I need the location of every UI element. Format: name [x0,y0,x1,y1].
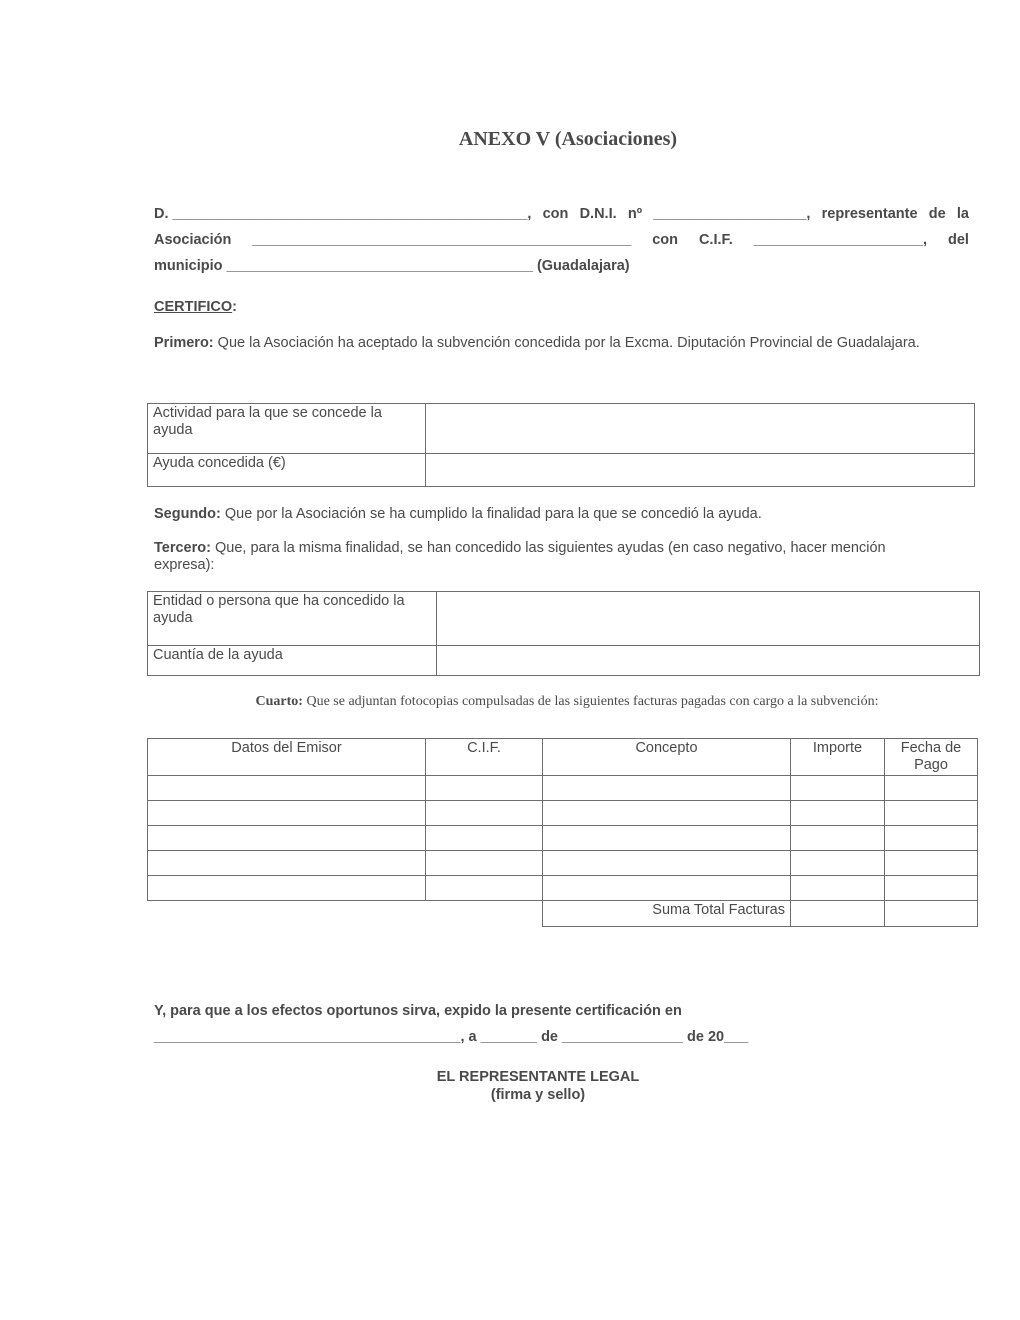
invoice-cell[interactable] [543,851,791,876]
intro-text: ______________________________________ [226,258,533,274]
tercero-paragraph [154,540,924,574]
cuarto-label: Cuarto: [255,694,303,709]
intro-text: C.I.F. [698,232,733,248]
total-extra-cell[interactable] [885,901,978,927]
intro-text: de [928,206,946,222]
invoice-cell[interactable] [148,876,426,901]
intro-text: _______________________________________________ [252,232,632,248]
invoice-cell[interactable] [791,776,885,801]
intro-text: del [948,232,969,248]
invoice-cell[interactable] [148,801,426,826]
certifico-heading [154,299,921,316]
invoice-cell[interactable] [791,851,885,876]
intro-text: con [542,206,569,222]
header-concept: Concepto [543,739,791,776]
signature-block [0,1068,1020,1104]
intro-line-1 [154,201,969,227]
intro-text: ___________________, [653,206,811,222]
cuarto-paragraph [0,694,1020,710]
granted-amount-label: Ayuda concedida (€) [148,454,426,487]
aid-amount-value-cell[interactable] [437,646,980,676]
table-row [148,776,978,801]
invoice-total-row [148,901,978,927]
intro-line-2 [154,227,969,253]
intro-paragraph [154,201,969,279]
document-title: ANEXO V (Asociaciones) [458,128,678,150]
grantor-value-cell[interactable] [437,592,980,646]
segundo-text: Que por la Asociación se ha cumplido la finalidad para la que se concedió la ayuda. [220,506,762,522]
intro-text: nº [627,206,642,222]
invoice-cell[interactable] [148,776,426,801]
invoice-cell[interactable] [426,801,543,826]
grantor-label: Entidad o persona que ha concedido la ayuda [148,592,437,646]
header-cif: C.I.F. [426,739,543,776]
invoice-cell[interactable] [148,851,426,876]
total-amount-cell[interactable] [791,901,885,927]
closing-paragraph [154,998,969,1050]
primero-label: Primero: [154,335,214,351]
activity-label: Actividad para la que se concede la ayuda [148,404,426,454]
empty-space [148,901,543,927]
cuarto-text: Que se adjuntan fotocopias compulsadas de las siguientes facturas pagadas con cargo a la subvención: [302,694,879,709]
header-amount: Importe [791,739,885,776]
table-row [148,876,978,901]
granted-amount-value-cell[interactable] [426,454,975,487]
activity-value-cell[interactable] [426,404,975,454]
table-row [148,826,978,851]
certifico-colon: : [232,299,237,315]
invoice-cell[interactable] [426,826,543,851]
invoice-cell[interactable] [148,826,426,851]
certifico-word: CERTIFICO [154,299,233,315]
invoice-cell[interactable] [543,776,791,801]
intro-text: (Guadalajara) [536,258,630,274]
other-aid-table [147,591,980,676]
primero-paragraph [154,335,921,352]
intro-line-3 [154,253,969,279]
header-issuer: Datos del Emisor [148,739,426,776]
intro-text: representante [821,206,918,222]
invoice-cell[interactable] [885,801,978,826]
intro-text: con [652,232,679,248]
invoice-cell[interactable] [885,851,978,876]
intro-text: D.N.I. [579,206,617,222]
header-payment-date: Fecha de Pago [885,739,978,776]
tercero-text: Que, para la misma finalidad, se han concedido las siguientes ayudas (en caso negativo, hacer mención expresa): [154,540,886,573]
aid-amount-label: Cuantía de la ayuda [148,646,437,676]
signature-note: (firma y sello) [490,1087,586,1103]
invoice-cell[interactable] [543,801,791,826]
primero-text: Que la Asociación ha aceptado la subvención concedida por la Excma. Diputación Provincial de Guadalajara. [213,335,920,351]
invoice-cell[interactable] [426,876,543,901]
invoice-header-row [148,739,978,776]
invoice-cell[interactable] [426,776,543,801]
invoice-cell[interactable] [426,851,543,876]
intro-text: D. ____________________________________________, [154,206,532,222]
invoice-cell[interactable] [791,876,885,901]
segundo-label: Segundo: [154,506,221,522]
total-label: Suma Total Facturas [543,901,791,927]
table-row [148,801,978,826]
invoice-cell[interactable] [543,876,791,901]
invoice-table [147,738,978,927]
invoice-cell[interactable] [885,776,978,801]
closing-line-2: ______________________________________, a _______ de _______________ de 20___ [154,1029,749,1045]
intro-text: _____________________, [753,232,928,248]
invoice-cell[interactable] [791,801,885,826]
signature-title: EL REPRESENTANTE LEGAL [436,1069,640,1085]
table-row [148,851,978,876]
intro-text: municipio [154,258,223,274]
tercero-label: Tercero: [154,540,211,556]
invoice-cell[interactable] [791,826,885,851]
invoice-cell[interactable] [885,826,978,851]
segundo-paragraph [154,506,924,523]
intro-text: la [956,206,969,222]
intro-text: Asociación [154,232,232,248]
invoice-cell[interactable] [543,826,791,851]
invoice-cell[interactable] [885,876,978,901]
closing-line-1: Y, para que a los efectos oportunos sirva, expido la presente certificación en [154,1003,682,1019]
activity-table [147,403,975,487]
